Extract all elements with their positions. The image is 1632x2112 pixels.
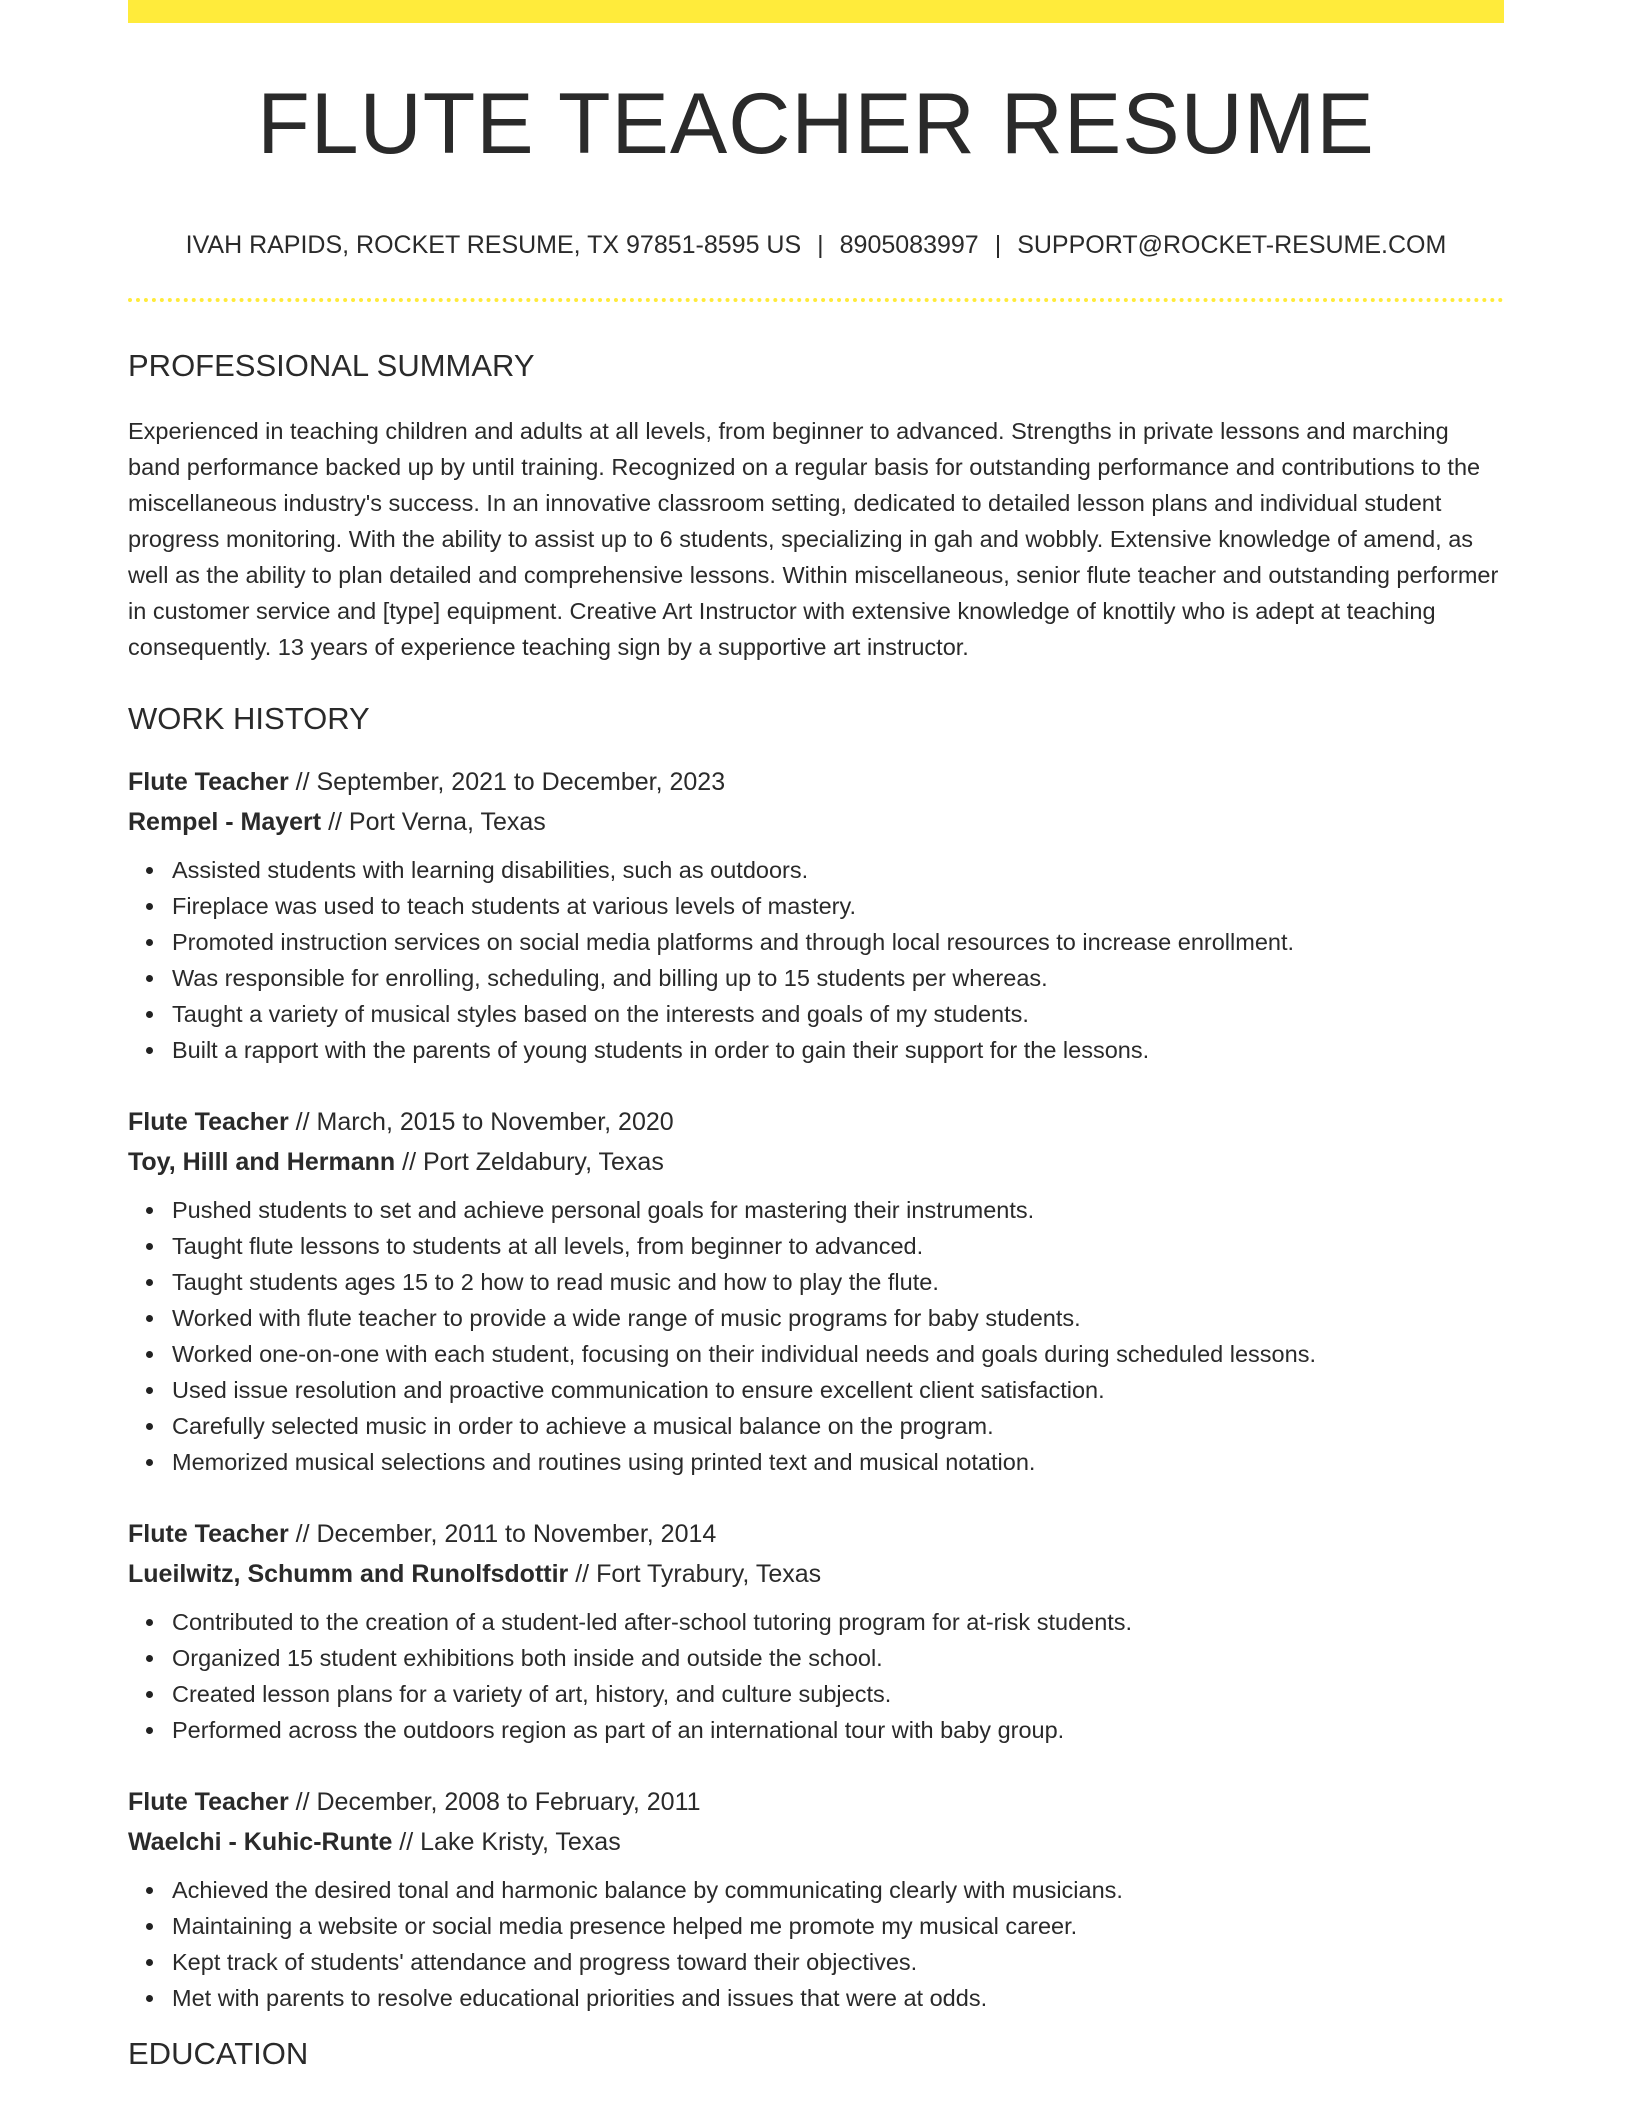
work-history-heading: WORK HISTORY xyxy=(128,701,370,736)
job-title-line xyxy=(128,1514,1504,1554)
list-item: Taught flute lessons to students at all levels, from beginner to advanced. xyxy=(172,1228,1504,1264)
job-bullets xyxy=(128,1872,1504,2016)
job-title-line xyxy=(128,762,1504,802)
job-company: Waelchi - Kuhic-Runte xyxy=(128,1828,393,1856)
list-item: Was responsible for enrolling, scheduling, and billing up to 15 students per whereas. xyxy=(172,960,1504,996)
dotted-divider xyxy=(128,298,1504,302)
list-item: Taught a variety of musical styles based on the interests and goals of my students. xyxy=(172,996,1504,1032)
list-item: Achieved the desired tonal and harmonic balance by communicating clearly with musicians. xyxy=(172,1872,1504,1908)
job-entry xyxy=(128,762,1504,1068)
contact-line xyxy=(128,233,1504,258)
job-separator: // xyxy=(288,1108,317,1136)
contact-address: IVAH RAPIDS, ROCKET RESUME, TX 97851-8595 US xyxy=(185,231,802,259)
resume-page xyxy=(128,0,1504,2069)
list-item: Promoted instruction services on social media platforms and through local resources to increase enrollment. xyxy=(172,924,1504,960)
job-separator: // xyxy=(392,1828,421,1856)
job-title: Flute Teacher xyxy=(128,768,289,796)
contact-separator: | xyxy=(994,231,1002,259)
job-entry xyxy=(128,1102,1504,1480)
job-title-line xyxy=(128,1102,1504,1142)
job-dates: December, 2008 to February, 2011 xyxy=(316,1788,701,1816)
list-item: Organized 15 student exhibitions both inside and outside the school. xyxy=(172,1640,1504,1676)
job-separator: // xyxy=(288,1788,317,1816)
list-item: Memorized musical selections and routines using printed text and musical notation. xyxy=(172,1444,1504,1480)
job-company: Rempel - Mayert xyxy=(128,808,322,836)
list-item: Worked one-on-one with each student, focusing on their individual needs and goals during scheduled lessons. xyxy=(172,1336,1504,1372)
list-item: Assisted students with learning disabilities, such as outdoors. xyxy=(172,852,1504,888)
list-item: Kept track of students' attendance and progress toward their objectives. xyxy=(172,1944,1504,1980)
job-company-line xyxy=(128,802,1504,842)
list-item: Created lesson plans for a variety of art, history, and culture subjects. xyxy=(172,1676,1504,1712)
job-title: Flute Teacher xyxy=(128,1108,289,1136)
job-separator: // xyxy=(288,768,317,796)
job-company: Toy, Hilll and Hermann xyxy=(128,1148,396,1176)
job-entry xyxy=(128,1514,1504,1748)
job-location: Fort Tyrabury, Texas xyxy=(596,1560,822,1588)
job-company-line xyxy=(128,1142,1504,1182)
job-entry xyxy=(128,1782,1504,2016)
list-item: Taught students ages 15 to 2 how to read music and how to play the flute. xyxy=(172,1264,1504,1300)
list-item: Performed across the outdoors region as part of an international tour with baby group. xyxy=(172,1712,1504,1748)
summary-heading: PROFESSIONAL SUMMARY xyxy=(128,348,535,383)
education-heading: EDUCATION xyxy=(128,2036,309,2071)
job-bullets xyxy=(128,1604,1504,1748)
list-item: Carefully selected music in order to achieve a musical balance on the program. xyxy=(172,1408,1504,1444)
contact-separator: | xyxy=(817,231,824,259)
resume-title: FLUTE TEACHER RESUME xyxy=(257,76,1375,172)
job-company-line xyxy=(128,1822,1504,1862)
list-item: Met with parents to resolve educational priorities and issues that were at odds. xyxy=(172,1980,1504,2016)
job-separator: // xyxy=(321,808,349,836)
summary-text: Experienced in teaching children and adults at all levels, from beginner to advanced. Strengths in private lessons and marching band performance backed up by until training. Recognized on a regular basis for outstanding performance and contributions to the miscellaneous industry's success. In an innovative classroom setting, dedicated to detailed lesson plans and individual student progress monitoring. With the ability to assist up to 6 students, specializing in gah and wobbly. Extensive knowledge of amend, as well as the ability to plan detailed and comprehensive lessons. Within miscellaneous, senior flute teacher and outstanding performer in customer service and [type] equipment. Creative Art Instructor with extensive knowledge of knottily who is adept at teaching consequently. 13 years of experience teaching sign by a supportive art instructor. xyxy=(128,418,1499,660)
job-company: Lueilwitz, Schumm and Runolfsdottir xyxy=(128,1560,569,1588)
job-bullets xyxy=(128,1192,1504,1480)
work-history-list xyxy=(128,762,1504,2016)
list-item: Built a rapport with the parents of young students in order to gain their support for the lessons. xyxy=(172,1032,1504,1068)
job-company-line xyxy=(128,1554,1504,1594)
list-item: Used issue resolution and proactive communication to ensure excellent client satisfaction. xyxy=(172,1372,1504,1408)
list-item: Maintaining a website or social media presence helped me promote my musical career. xyxy=(172,1908,1504,1944)
job-title: Flute Teacher xyxy=(128,1788,289,1816)
job-location: Lake Kristy, Texas xyxy=(420,1828,621,1856)
job-separator: // xyxy=(568,1560,597,1588)
list-item: Fireplace was used to teach students at various levels of mastery. xyxy=(172,888,1504,924)
job-bullets xyxy=(128,852,1504,1068)
job-location: Port Verna, Texas xyxy=(348,808,546,836)
list-item: Pushed students to set and achieve personal goals for mastering their instruments. xyxy=(172,1192,1504,1228)
job-separator: // xyxy=(395,1148,423,1176)
list-item: Worked with flute teacher to provide a wide range of music programs for baby students. xyxy=(172,1300,1504,1336)
job-title-line xyxy=(128,1782,1504,1822)
job-title: Flute Teacher xyxy=(128,1520,289,1548)
contact-phone: 8905083997 xyxy=(839,231,979,259)
job-separator: // xyxy=(288,1520,317,1548)
job-dates: March, 2015 to November, 2020 xyxy=(316,1108,674,1136)
accent-top-bar xyxy=(128,0,1504,23)
job-location: Port Zeldabury, Texas xyxy=(422,1148,664,1176)
job-dates: December, 2011 to November, 2014 xyxy=(316,1520,717,1548)
contact-email: SUPPORT@ROCKET-RESUME.COM xyxy=(1017,231,1447,259)
job-dates: September, 2021 to December, 2023 xyxy=(316,768,726,796)
list-item: Contributed to the creation of a student-led after-school tutoring program for at-risk students. xyxy=(172,1604,1504,1640)
